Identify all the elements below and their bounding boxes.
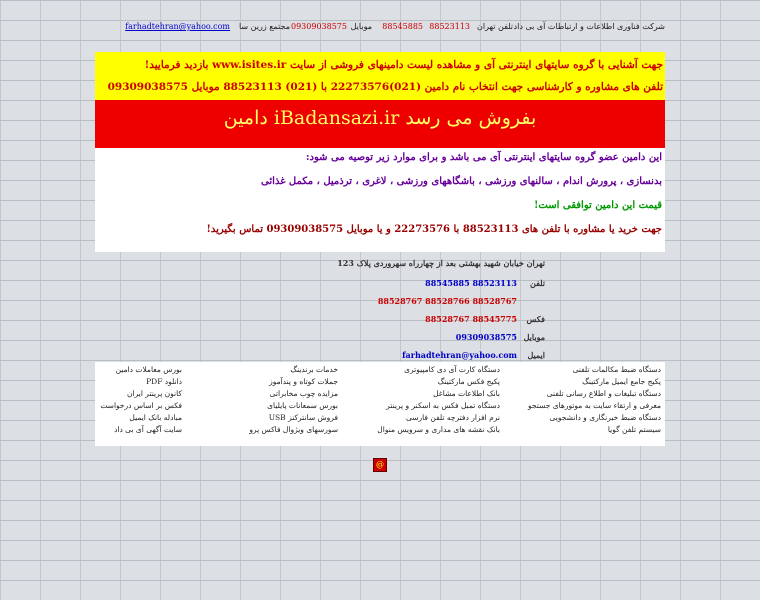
contact-phones-1: 88523113 88545885 [425, 278, 517, 288]
top-info-bar [95, 22, 665, 36]
links-column-4 [100, 364, 182, 436]
address: تهران خیابان شهید بهشتی بعد از چهارراه سهروردی پلاک 123 [337, 258, 545, 268]
links-column-1 [528, 364, 661, 436]
links-column-3 [249, 364, 338, 436]
service-link[interactable]: بورس معاملات دامین [115, 365, 182, 374]
contact-phone-label: تلفن [529, 278, 545, 288]
service-links [95, 362, 665, 446]
service-link[interactable]: فروش سانترکنز USB [268, 413, 338, 422]
email-label: ایمیل [527, 350, 545, 360]
service-link[interactable]: خدمات برندینگ [290, 365, 338, 374]
description-box [95, 148, 665, 252]
counter-badge-icon[interactable]: @ [373, 458, 387, 472]
service-link[interactable]: پکیج جامع ایمیل مارکتینگ [582, 377, 661, 386]
description-line-2: بدنسازی ، پرورش اندام ، سالنهای ورزشی ، باشگاههای ورزشی ، لاغری ، ترذمیل ، مکمل غذائی [261, 176, 662, 187]
info-banner [95, 52, 665, 100]
phone-2: 88545885 [382, 22, 423, 31]
contact-mobile-label: موبایل [523, 332, 545, 342]
banner-line-2: تلفن های مشاوره و کارشناسی جهت انتخاب نام دامین (021)22273576 با (021) 88523113 موبایل 09309038575 [107, 81, 663, 93]
service-link[interactable]: بورس سمعانات پایلیای [267, 401, 338, 410]
service-link[interactable]: سیستم تلفن گویا [607, 425, 661, 434]
service-link[interactable]: دستگاه ضبط مکالمات تلفنی [572, 365, 661, 374]
phone-label: تلفن تهران [477, 22, 513, 31]
service-link[interactable]: دستگاه تمبل فکس به اسکنر و پرینتر [386, 401, 500, 410]
service-link[interactable]: پکیج فکس مارکتینگ [437, 377, 500, 386]
service-link[interactable]: جملات کوتاه و پندآموز [269, 377, 338, 386]
contact-mobile: 09309038575 [455, 332, 517, 342]
service-link[interactable]: بانک نقشه های مداری و سرویس منوال [377, 425, 500, 434]
service-link[interactable]: مزایده چوب مخابراتی [269, 389, 338, 398]
contact-phones-2: 88528767 88528766 88528767 [377, 296, 517, 306]
service-link[interactable]: مبادله بانک ایمیل [129, 413, 182, 422]
email-link[interactable]: farhadtehran@yahoo.com [125, 22, 230, 31]
service-link[interactable]: دانلود PDF [146, 377, 182, 386]
fax-numbers: 88545775 88528767 [425, 314, 517, 324]
price-note: قیمت این دامین توافقی است! [534, 200, 662, 211]
company-name: شرکت فناوری اطلاعات و ارتباطات آی بی داد [513, 22, 665, 31]
contact-email[interactable]: farhadtehran@yahoo.com [402, 350, 517, 360]
service-link[interactable]: نرم افزار دفترچه تلفن فارسی [405, 413, 500, 422]
contact-info [320, 258, 545, 360]
service-link[interactable]: دستگاه کارت آی دی کامپیوتری [404, 365, 500, 374]
service-link[interactable]: فکس بر اساس درخواست [100, 401, 182, 410]
description-line-1: این دامین عضو گروه سایتهای اینترنتی آی می باشد و برای موارد زیر توصیه می شود: [305, 152, 662, 163]
purchase-info: جهت خرید یا مشاوره با تلفن های 88523113 با 22273576 و یا موبایل 09309038575 تماس بگیرید! [206, 224, 662, 235]
service-link[interactable]: بانک اطلاعات مشاغل [433, 389, 500, 398]
domain-headline: دامین iBadansazi.ir بفروش می رسد [95, 100, 665, 148]
mobile-number: 09309038575 [291, 22, 347, 31]
banner-line-1: جهت آشنایی با گروه سایتهای اینترنتی آی و مشاهده لیست دامینهای فروشی از سایت www.isites.ir بازدید فرمایید! [144, 59, 663, 71]
links-column-2 [377, 364, 500, 436]
service-link[interactable]: دستگاه تبلیغات و اطلاع رسانی تلفنی [546, 389, 661, 398]
service-link[interactable]: سایت آگهی آی بی داد [114, 425, 182, 434]
mobile-label: موبایل [350, 22, 372, 31]
service-link[interactable]: سورسهای ویژوال فاکس پرو [249, 425, 338, 434]
service-link[interactable]: معرفی و ارتقاء سایت به موتورهای جستجو [528, 401, 661, 410]
phone-1: 88523113 [429, 22, 470, 31]
service-link[interactable]: کانون پرینتر ایران [127, 389, 182, 398]
fax-label: فکس [526, 314, 545, 324]
service-link[interactable]: دستگاه ضبط خبرنگاری و دانشجویی [549, 413, 661, 422]
complex-name: مجتمع زرین سا [238, 22, 290, 31]
